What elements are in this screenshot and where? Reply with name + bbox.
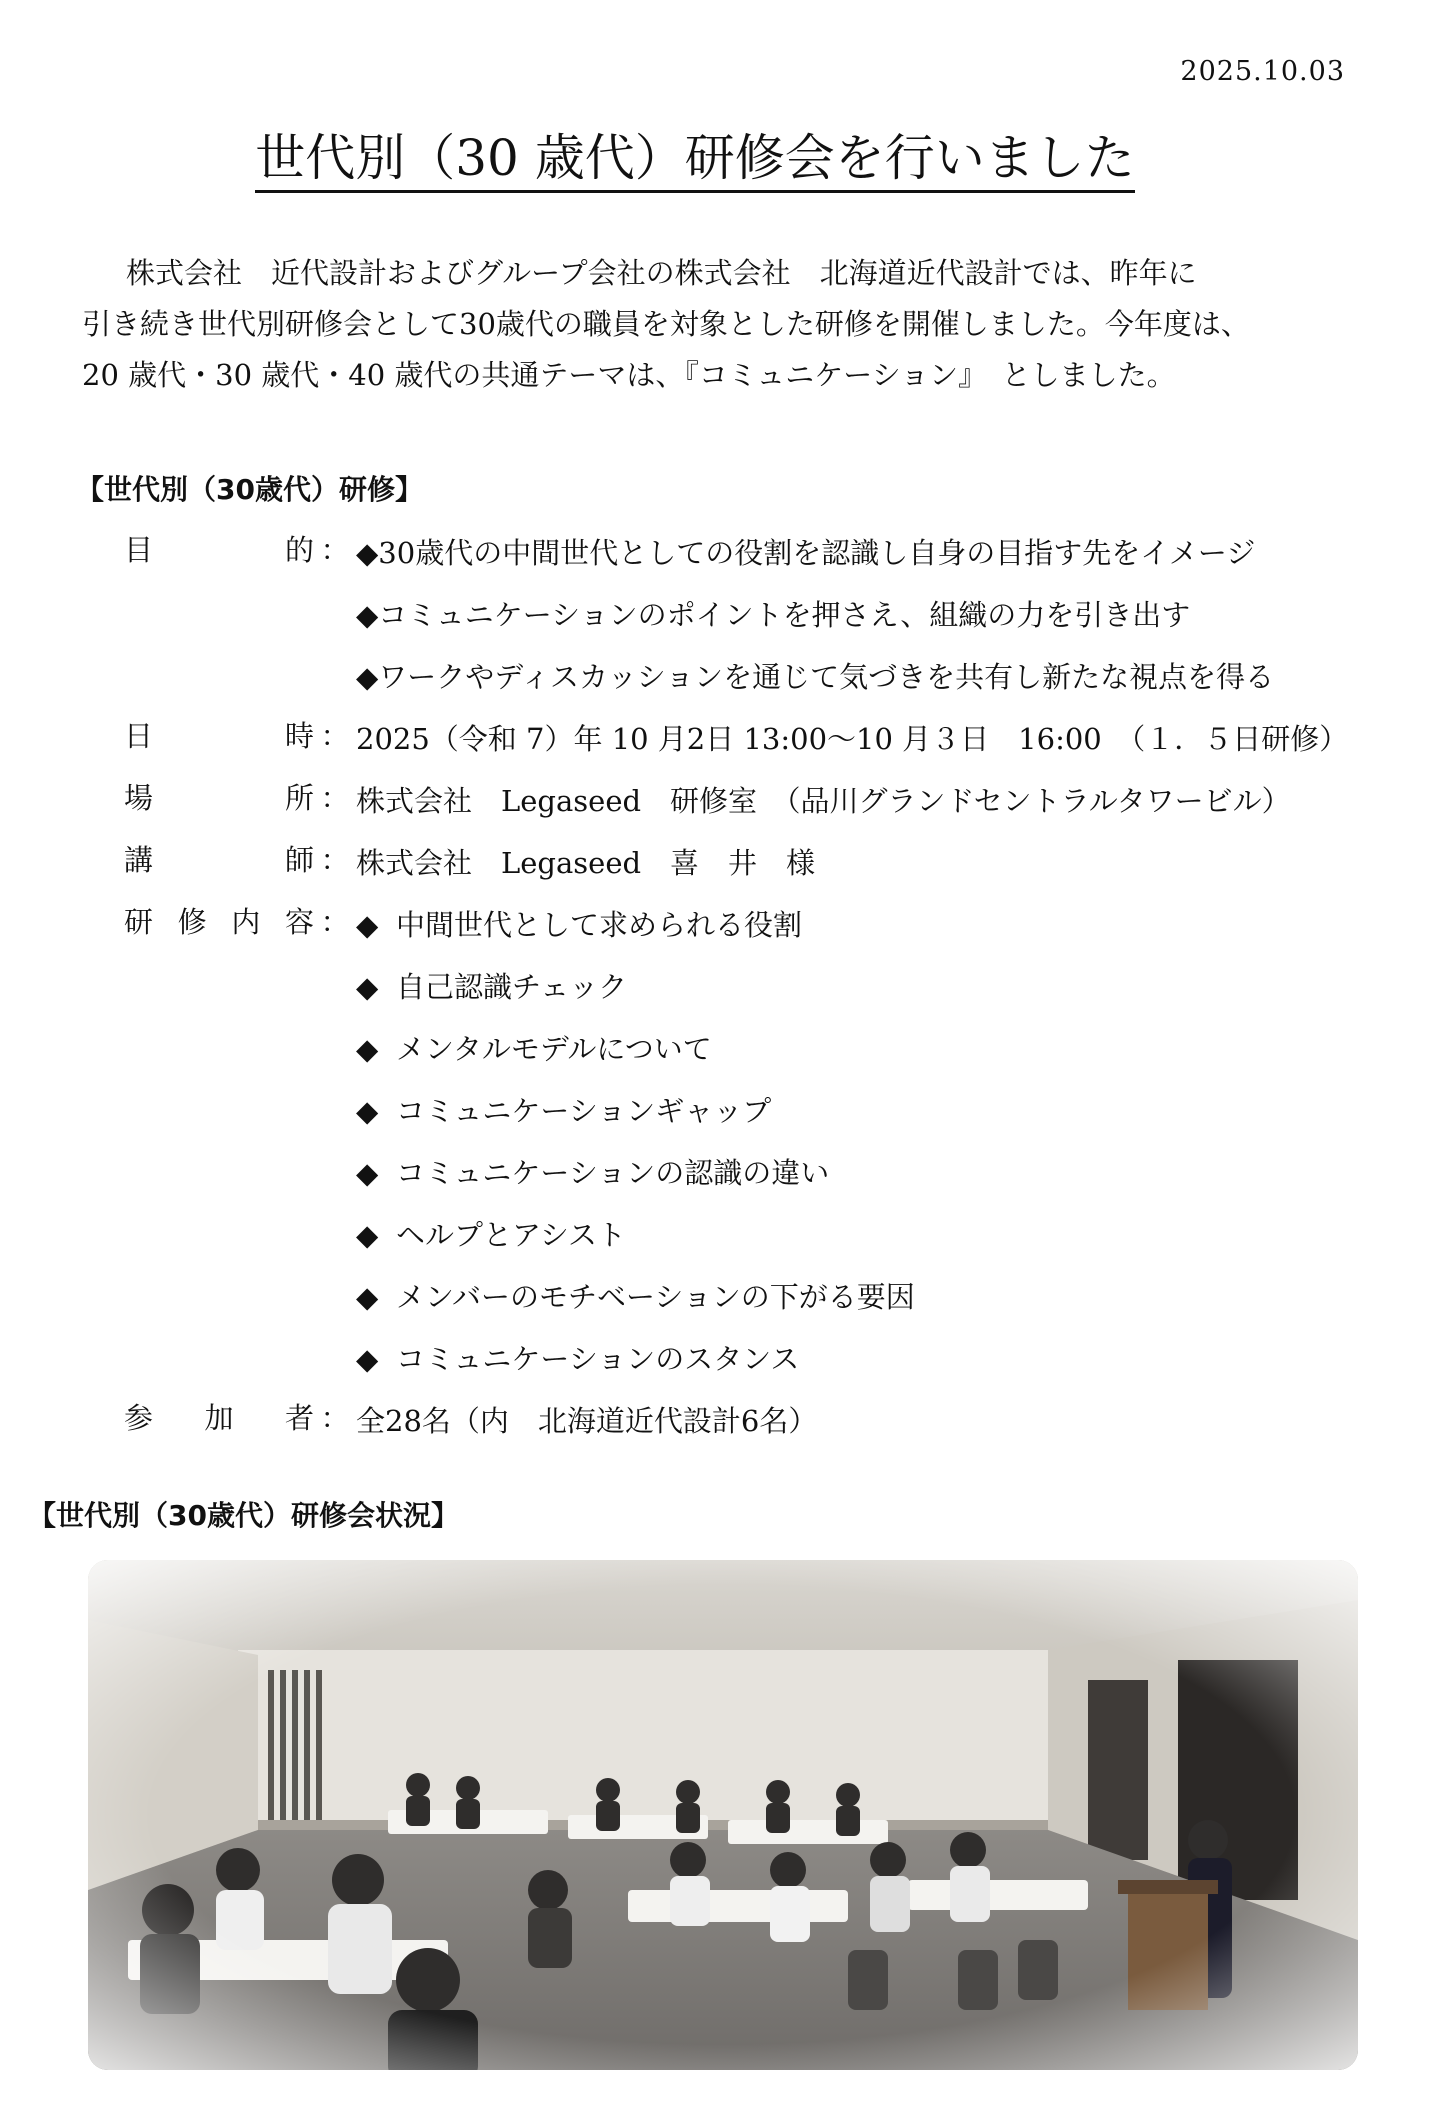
purpose-line: ◆30歳代の中間世代としての役割を認識し自身の目指す先をイメージ [356, 536, 1256, 570]
label-char: 師 [284, 843, 314, 877]
label-char: 所 [284, 781, 314, 815]
purpose-label [124, 528, 314, 569]
page-title [0, 118, 1390, 190]
label-char: 容 [284, 905, 314, 939]
place-label [124, 776, 314, 817]
diamond-bullet-icon: ◆ [356, 1218, 379, 1252]
intro-line: 株式会社 近代設計およびグループ会社の株式会社 北海道近代設計では、昨年に [126, 256, 1197, 290]
content-label [124, 900, 314, 941]
place-row [124, 776, 1364, 838]
label-char: 修 [177, 905, 207, 939]
training-section-heading: 【世代別（30歳代）研修】 [76, 473, 423, 506]
content-item [356, 1024, 1364, 1086]
participants-value: 全28名（内 北海道近代設計6名） [356, 1404, 818, 1438]
colon: ： [320, 1401, 350, 1435]
diamond-bullet-icon: ◆ [356, 1342, 379, 1376]
content-item-text: 中間世代として求められる役割 [396, 908, 803, 942]
intro-line: 引き続き世代別研修会として30歳代の職員を対象とした研修を開催しました。今年度は、 [82, 307, 1250, 341]
label-char: 内 [231, 905, 261, 939]
page-title-text: 世代別（30 歳代）研修会を行いました [255, 129, 1135, 193]
colon: ： [320, 533, 350, 567]
participants-label [124, 1396, 314, 1437]
content-item-text: コミュニケーションの認識の違い [396, 1156, 830, 1190]
content-item-text: メンバーのモチベーションの下がる要因 [396, 1280, 915, 1314]
intro-paragraph [82, 248, 1352, 401]
photo-section-heading: 【世代別（30歳代）研修会状況】 [28, 1499, 459, 1532]
label-char: 場 [124, 781, 154, 815]
colon: ： [320, 719, 350, 753]
content-item-text: メンタルモデルについて [396, 1032, 712, 1066]
label-char: 者 [284, 1401, 314, 1435]
content-item [356, 962, 1364, 1024]
diamond-bullet-icon: ◆ [356, 908, 379, 942]
label-char: 研 [124, 905, 154, 939]
content-item [356, 1334, 1364, 1396]
content-item [356, 1272, 1364, 1334]
content-item [356, 1210, 1364, 1272]
datetime-value: 2025（令和 7）年 10 月2日 13:00～10 月３日 16:00 （１．５日研修） [356, 722, 1349, 756]
content-item-text: コミュニケーションのスタンス [396, 1342, 800, 1376]
training-photo [88, 1560, 1358, 2070]
instructor-value: 株式会社 Legaseed 喜 井 様 [356, 846, 816, 880]
label-char: 加 [204, 1401, 234, 1435]
colon: ： [320, 781, 350, 815]
purpose-row [124, 528, 1364, 714]
diamond-bullet-icon: ◆ [356, 1280, 379, 1314]
label-char: 的 [284, 533, 314, 567]
purpose-values [356, 528, 1364, 714]
label-char: 講 [124, 843, 154, 877]
intro-line: 20 歳代・30 歳代・40 歳代の共通テーマは、『コミュニケーション』 としました。 [82, 358, 1176, 392]
purpose-line: ◆コミュニケーションのポイントを押さえ、組織の力を引き出す [356, 598, 1191, 632]
document-date: 2025.10.03 [1180, 56, 1345, 87]
training-room-illustration [88, 1560, 1358, 2070]
diamond-bullet-icon: ◆ [356, 970, 379, 1004]
label-char: 目 [124, 533, 154, 567]
content-item-text: 自己認識チェック [396, 970, 628, 1004]
participants-row [124, 1396, 1364, 1458]
content-row [124, 900, 1364, 1396]
purpose-line: ◆ワークやディスカッションを通じて気づきを共有し新たな視点を得る [356, 660, 1275, 694]
colon: ： [320, 843, 350, 877]
label-char: 参 [124, 1401, 154, 1435]
place-value: 株式会社 Legaseed 研修室 （品川グランドセントラルタワービル） [356, 784, 1291, 818]
training-details [124, 528, 1364, 1458]
diamond-bullet-icon: ◆ [356, 1032, 379, 1066]
content-item [356, 900, 1364, 962]
colon: ： [320, 905, 350, 939]
label-char: 日 [124, 719, 154, 753]
diamond-bullet-icon: ◆ [356, 1156, 379, 1190]
content-list [356, 900, 1364, 1396]
content-item [356, 1148, 1364, 1210]
datetime-label [124, 714, 314, 755]
datetime-row [124, 714, 1364, 776]
content-item-text: コミュニケーションギャップ [396, 1094, 772, 1128]
content-item-text: ヘルプとアシスト [396, 1218, 626, 1252]
content-item [356, 1086, 1364, 1148]
label-char: 時 [284, 719, 314, 753]
instructor-label [124, 838, 314, 879]
instructor-row [124, 838, 1364, 900]
diamond-bullet-icon: ◆ [356, 1094, 379, 1128]
